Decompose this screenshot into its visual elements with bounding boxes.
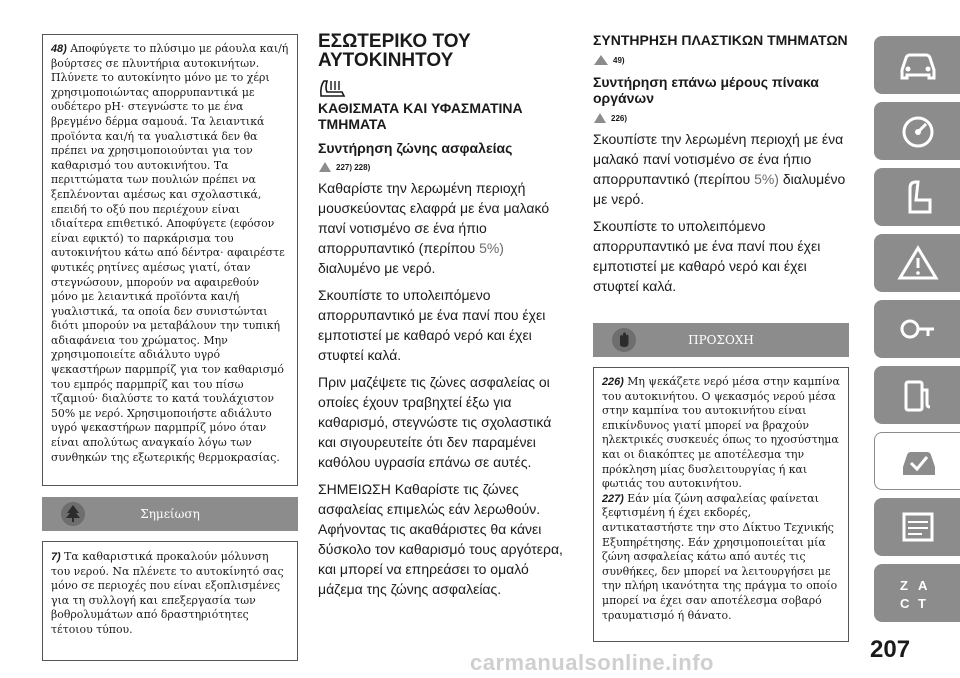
note-7 [51, 550, 289, 638]
note-banner [42, 497, 298, 531]
caution-banner [593, 323, 849, 357]
tab-technical-data[interactable] [874, 498, 960, 556]
tree-icon [60, 501, 86, 527]
paragraph-1-text: Καθαρίστε την λερωμένη περιοχή μουσκεύοντας ελαφρά με ένα μαλακό πανί νοτισμένο σε ένα ήπιο απορρυπαντικό (περίπου [318, 180, 550, 256]
note-48-number: 48) [51, 43, 67, 55]
paragraph-plastic-1-text: Σκουπίστε την λερωμένη περιοχή με ένα μαλακό πανί νοτισμένο σε ένα ήπιο απορρυπαντικό (περίπου [593, 131, 844, 187]
page-number: 207 [870, 636, 911, 663]
index-icon [896, 574, 940, 612]
tab-car-front[interactable] [874, 36, 960, 94]
ref-226-label: 226) [611, 113, 628, 123]
warning-icon [593, 112, 607, 124]
ref-49 [593, 54, 848, 66]
watermark: carmanualsonline.info [470, 650, 714, 675]
tab-maintenance[interactable] [874, 432, 960, 490]
tab-dashboard[interactable] [874, 102, 960, 160]
paragraph-1-percent: 5%) [479, 240, 504, 256]
section-plastic-heading: ΣΥΝΤΗΡΗΣΗ ΠΛΑΣΤΙΚΩΝ ΤΜΗΜΑΤΩΝ [593, 32, 848, 48]
warning-227 [602, 492, 840, 623]
column-plastic [593, 32, 848, 296]
paragraph-plastic-1-tail: διαλυμένο με νερό. [593, 171, 846, 207]
caution-box [593, 367, 849, 642]
paragraph-plastic-1-percent: 5%) [754, 171, 779, 187]
warning-227-text: Εάν μία ζώνη ασφαλείας φαίνεται ξεφτισμένη ή έχει εκδορές, αντικαταστήστε την στο Δίκτυο Τεχνικής Εξυπηρέτησης. Εάν χρησιμοποιείται μία ζώνη ασφαλείας κάτω από αυτές τις συνθήκες, δεν μπορεί να λειτουργήσει με την πλήρη ικανότητα της πράγμα το οποίο μπορεί να έχει σαν αποτέλεσμα σοβαρό τραυματισμό ή θάνατο. [602, 491, 838, 622]
svg-text:C: C [900, 596, 910, 611]
starting-key-icon [896, 310, 940, 348]
paragraph-1 [318, 178, 568, 278]
paragraph-1-tail: διαλυμένο με νερό. [318, 260, 436, 276]
refs-227-228 [318, 161, 568, 173]
note-48-text: Αποφύγετε το πλύσιμο με ράουλα και/ή βούρτσες σε πλυντήρια αυτοκινήτων. Πλύνετε το αυτοκίνητο μόνο με το χέρι χρησιμοποιώντας απορρυπαντικά με ουδέτερο pH· στεγνώστε το με ένα βρεγμένο δέρμα σαμουά. Τα λειαντικά προϊόντα και/ή τα γυαλιστικά δεν θα πρέπει να χρησιμοποιούνται για τον καθαρισμό του αυτοκινήτου. Τα περιττώματα των πουλιών πρέπει να ξεπλένονται αμέσως και σχολαστικά, επειδή το οξύ που περιέχουν είναι ιδιαίτερα επιθετικό. Αποφύγετε (εφόσον είναι εφικτό) το παρκάρισμα του αυτοκινήτου κάτω από δέντρα· αφαιρέστε φυτικές ρητίνες αμέσως γιατί, όταν στεγνώσουν, μπορούν να αφαιρεθούν μόνο με λειαντικά προϊόντα και/ή γυαλιστικά, τα οποία δεν συνιστώνται διότι μπορούν να μεταβάλουν την τυπική αδιαφάνεια του χρώματος. Μην χρησιμοποιείτε αδιάλυτο υγρό ψεκαστήρων παρμπρίζ για τον καθαρισμό του εμπρός παρμπρίζ και του πίσω τζαμιού· διαλύστε το κατά τουλάχιστον 50% με νερό. Χρησιμοποιήστε αδιάλυτο υγρό ψεκαστήρων παρμπρίζ μόνο όταν είναι απολύτως αναγκαίο λόγω των συνθηκών της εξωτερικής θερμοκρασίας. [51, 42, 289, 464]
paragraph-3: Πριν μαζέψετε τις ζώνες ασφαλείας οι οποίες έχουν τραβηχτεί έξω για καθαρισμό, στεγνώστε τις σχολαστικά και σιγουρευτείτε ότι δεν παραμένει καθόλου υγρασία επάνω σε αυτές. [318, 374, 552, 470]
car-front-icon [896, 46, 940, 84]
svg-text:T: T [918, 596, 926, 611]
note-7-box [42, 541, 298, 661]
tab-starting[interactable] [874, 300, 960, 358]
warning-226 [602, 375, 840, 492]
svg-text:Z: Z [900, 578, 908, 593]
warning-triangle-icon [896, 244, 940, 282]
dashboard-icon [896, 112, 940, 150]
refs-label: 227) 228) [336, 162, 371, 172]
paragraph-plastic-2: Σκουπίστε το υπολειπόμενο απορρυπαντικό με ένα πανί που έχει εμποτιστεί με καθαρό νερό και έχει στυφτεί καλά. [593, 218, 821, 294]
ref-49-label: 49) [613, 55, 625, 65]
seatbelt-maintenance-heading: Συντήρηση ζώνης ασφαλείας [318, 140, 513, 156]
maintenance-car-icon [897, 443, 941, 481]
caution-hand-icon [611, 327, 637, 353]
technical-data-icon [896, 508, 940, 546]
column-interior [318, 100, 568, 599]
section-seats-heading: ΚΑΘΙΣΜΑΤΑ ΚΑΙ ΥΦΑΣΜΑΤΙΝΑ ΤΜΗΜΑΤΑ [318, 100, 523, 132]
note-48 [51, 42, 289, 465]
dashboard-maintenance-heading: Συντήρηση επάνω μέρους πίνακα οργάνων [593, 74, 819, 106]
seat-icon [896, 178, 940, 216]
tab-index[interactable] [874, 564, 960, 622]
page-title: ΕΣΩΤΕΡΙΚΟ ΤΟΥ ΑΥΤΟΚΙΝΗΤΟΥ [318, 31, 471, 71]
warning-icon [318, 161, 332, 173]
note-banner-label: Σημείωση [140, 507, 200, 521]
note-7-text: Τα καθαριστικά προκαλούν μόλυνση του νερού. Να πλένετε το αυτοκίνητό σας μόνο σε περιοχές που είναι εξοπλισμένες για τη συλλογή και επεξεργασία των βοθρολυμάτων από δραστηριότητες τέτοιου τύπου. [51, 550, 284, 636]
ref-226 [593, 112, 848, 124]
caution-banner-label: ΠΡΟΣΟΧΗ [688, 333, 754, 347]
paragraph-plastic-1 [593, 129, 848, 209]
note-48-box [42, 34, 298, 486]
warning-226-text: Μη ψεκάζετε νερό μέσα στην καμπίνα του αυτοκινήτου. Ο ψεκασμός νερού μέσα στην καμπίνα του αυτοκινήτου είναι επικίνδυνος γιατί μπορεί να βραχούν ηλεκτρικές συσκευές όπως το ηχοσύστημα και οι διακόπτες με αποτέλεσμα την πρόκληση μίας δυσλειτουργίας ή και φωτιάς του αυτοκινήτου. [602, 375, 840, 491]
tab-emergency[interactable] [874, 234, 960, 292]
warning-226-number: 226) [602, 376, 624, 388]
paragraph-4: ΣΗΜΕΙΩΣΗ Καθαρίστε τις ζώνες ασφαλείας επιμελώς εάν λερωθούν. Αφήνοντας τις ακαθάριστες θα κάνει δύσκολο τον καθαρισμό τους αργότερα, και μπορεί να επηρεάσει το ομαλό μάζεμα της ζώνης ασφαλείας. [318, 481, 563, 597]
tab-fuel[interactable] [874, 366, 960, 424]
fuel-icon [896, 376, 940, 414]
paragraph-2: Σκουπίστε το υπολειπόμενο απορρυπαντικό με ένα πανί που έχει εμποτιστεί με καθαρό νερό και έχει στυφτεί καλά. [318, 287, 546, 363]
warning-227-number: 227) [602, 492, 624, 505]
svg-text:A: A [918, 578, 928, 593]
seat-interior-icon [318, 78, 348, 98]
note-7-number: 7) [51, 551, 61, 563]
info-triangle-icon [593, 54, 609, 66]
tab-seat[interactable] [874, 168, 960, 226]
